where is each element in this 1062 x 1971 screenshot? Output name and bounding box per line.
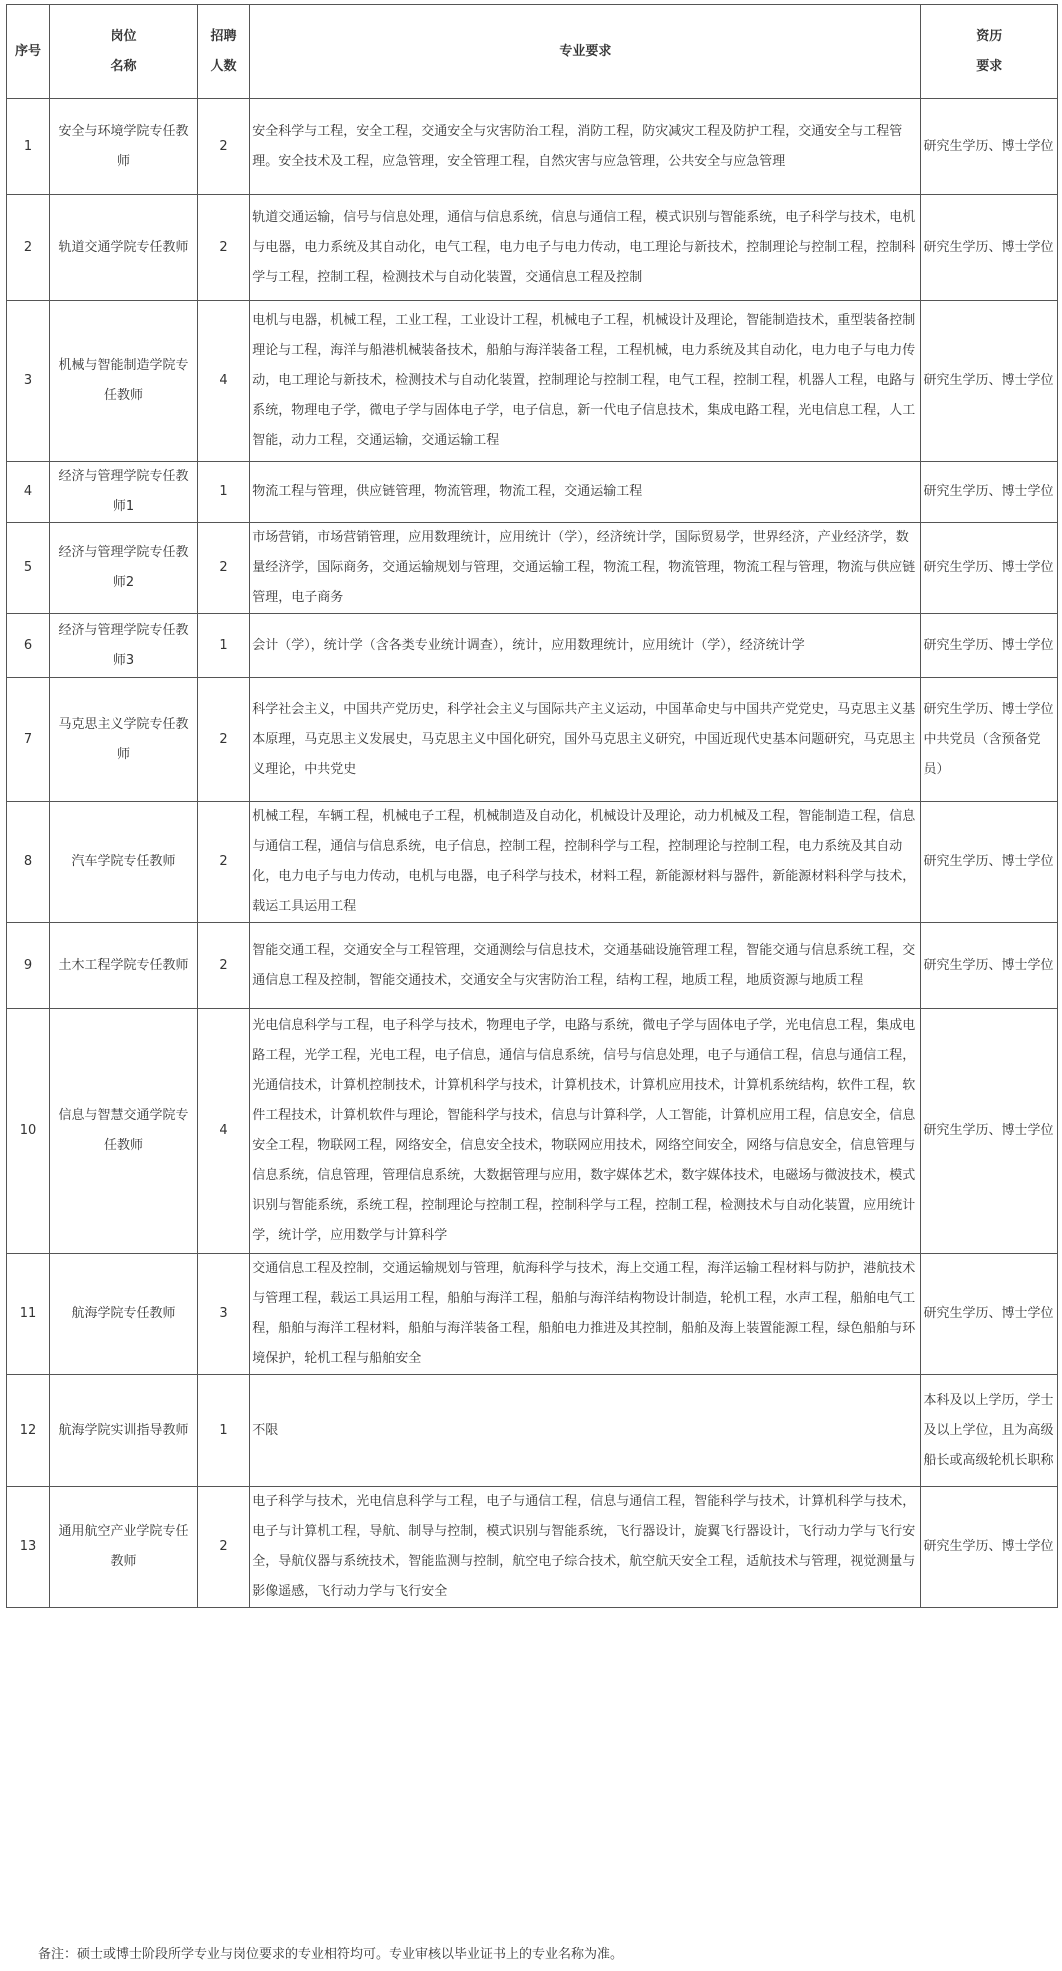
row-count: 2 <box>197 1487 249 1608</box>
row-edu: 研究生学历、博士学位 <box>921 1254 1058 1375</box>
row-major: 会计（学），统计学（含各类专业统计调查），统计，应用数理统计，应用统计（学），经济统计学 <box>250 614 921 678</box>
row-edu: 研究生学历、博士学位 <box>921 99 1058 195</box>
row-edu: 研究生学历、博士学位 <box>921 1009 1058 1254</box>
row-count: 2 <box>197 523 249 614</box>
row-no: 6 <box>7 614 50 678</box>
header-edu-line2: 要求 <box>976 58 1003 74</box>
row-edu: 研究生学历、博士学位 <box>921 462 1058 523</box>
row-edu: 研究生学历、博士学位 <box>921 1487 1058 1608</box>
row-major: 机械工程，车辆工程，机械电子工程，机械制造及自动化，机械设计及理论，动力机械及工程，智能制造工程，信息与通信工程，通信与信息系统，电子信息，控制工程，控制科学与工程，控制理论与控制工程，电力系统及其自动化，电力电子与电力传动，电机与电器，电子科学与技术，材料工程，新能源材料与器件，新能源材料科学与技术，载运工具运用工程 <box>250 802 921 923</box>
row-no: 8 <box>7 802 50 923</box>
recruitment-table-wrapper <box>6 4 1058 1608</box>
table-row <box>7 1254 1058 1375</box>
row-edu-extra: 中共党员（含预备党员） <box>923 731 1041 777</box>
row-major: 智能交通工程，交通安全与工程管理，交通测绘与信息技术，交通基础设施管理工程，智能交通与信息系统工程，交通信息工程及控制，智能交通技术，交通安全与灾害防治工程，结构工程，地质工程，地质资源与地质工程 <box>250 923 921 1009</box>
row-no: 7 <box>7 678 50 802</box>
row-post: 航海学院实训指导教师 <box>50 1375 198 1487</box>
row-edu: 研究生学历、博士学位 <box>921 523 1058 614</box>
row-no: 13 <box>7 1487 50 1608</box>
header-count-line1: 招聘 <box>210 28 237 44</box>
row-edu: 研究生学历、博士学位 <box>921 923 1058 1009</box>
row-no: 9 <box>7 923 50 1009</box>
table-row <box>7 462 1058 523</box>
row-no: 11 <box>7 1254 50 1375</box>
table-row <box>7 99 1058 195</box>
table-row <box>7 301 1058 462</box>
header-edu-line1: 资历 <box>976 28 1003 44</box>
table-row <box>7 614 1058 678</box>
header-count-line2: 人数 <box>210 58 237 74</box>
row-count: 2 <box>197 923 249 1009</box>
row-no: 12 <box>7 1375 50 1487</box>
footnote: 备注：硕士或博士阶段所学专业与岗位要求的专业相符均可。专业审核以毕业证书上的专业名称为准。 <box>38 1947 624 1962</box>
row-major: 交通信息工程及控制，交通运输规划与管理，航海科学与技术，海上交通工程，海洋运输工程材料与防护，港航技术与管理工程，载运工具运用工程，船舶与海洋工程，船舶与海洋结构物设计制造，轮机工程，水声工程，船舶电气工程，船舶与海洋工程材料，船舶与海洋装备工程，船舶电力推进及其控制，船舶及海上装置能源工程，绿色船舶与环境保护，轮机工程与船舶安全 <box>250 1254 921 1375</box>
table-row <box>7 1009 1058 1254</box>
row-count: 2 <box>197 195 249 301</box>
row-post: 汽车学院专任教师 <box>50 802 198 923</box>
row-major: 物流工程与管理，供应链管理，物流管理，物流工程，交通运输工程 <box>250 462 921 523</box>
row-edu: 研究生学历、博士学位 <box>921 195 1058 301</box>
table-row <box>7 1487 1058 1608</box>
header-major: 专业要求 <box>250 5 921 99</box>
row-edu: 研究生学历、博士学位 <box>921 614 1058 678</box>
recruitment-table <box>6 4 1058 1608</box>
row-count: 4 <box>197 301 249 462</box>
header-no: 序号 <box>7 5 50 99</box>
row-post: 经济与管理学院专任教师2 <box>50 523 198 614</box>
row-no: 4 <box>7 462 50 523</box>
row-no: 1 <box>7 99 50 195</box>
header-count <box>197 5 249 99</box>
row-post: 经济与管理学院专任教师3 <box>50 614 198 678</box>
row-major: 电机与电器，机械工程，工业工程，工业设计工程，机械电子工程，机械设计及理论，智能制造技术，重型装备控制理论与工程，海洋与船港机械装备技术，船舶与海洋装备工程，工程机械，电力系统及其自动化，电力电子与电力传动，电工理论与新技术，检测技术与自动化装置，控制理论与控制工程，电气工程，控制工程，机器人工程，电路与系统，物理电子学，微电子学与固体电子学，电子信息，新一代电子信息技术，集成电路工程，光电信息工程，人工智能，动力工程，交通运输，交通运输工程 <box>250 301 921 462</box>
row-no: 5 <box>7 523 50 614</box>
row-major: 电子科学与技术，光电信息科学与工程，电子与通信工程，信息与通信工程，智能科学与技术，计算机科学与技术，电子与计算机工程，导航、制导与控制，模式识别与智能系统，飞行器设计，旋翼飞行器设计，飞行动力学与飞行安全，导航仪器与系统技术，智能监测与控制，航空电子综合技术，航空航天安全工程，适航技术与管理，视觉测量与影像遥感，飞行动力学与飞行安全 <box>250 1487 921 1608</box>
row-post: 安全与环境学院专任教师 <box>50 99 198 195</box>
table-row <box>7 195 1058 301</box>
row-edu: 研究生学历、博士学位 <box>921 301 1058 462</box>
header-post <box>50 5 198 99</box>
row-post: 经济与管理学院专任教师1 <box>50 462 198 523</box>
table-row <box>7 923 1058 1009</box>
row-count: 3 <box>197 1254 249 1375</box>
row-count: 1 <box>197 462 249 523</box>
row-post: 马克思主义学院专任教师 <box>50 678 198 802</box>
table-row <box>7 802 1058 923</box>
row-count: 2 <box>197 802 249 923</box>
table-row <box>7 523 1058 614</box>
row-edu: 本科及以上学历，学士及以上学位，且为高级船长或高级轮机长职称 <box>921 1375 1058 1487</box>
header-post-line1: 岗位 <box>110 28 137 44</box>
row-post: 土木工程学院专任教师 <box>50 923 198 1009</box>
row-post: 轨道交通学院专任教师 <box>50 195 198 301</box>
row-count: 2 <box>197 678 249 802</box>
header-edu <box>921 5 1058 99</box>
table-row <box>7 678 1058 802</box>
row-edu-main: 研究生学历、博士学位 <box>923 701 1054 717</box>
row-major: 科学社会主义，中国共产党历史，科学社会主义与国际共产主义运动，中国革命史与中国共产党党史，马克思主义基本原理，马克思主义发展史，马克思主义中国化研究，国外马克思主义研究，中国近现代史基本问题研究，马克思主义理论，中共党史 <box>250 678 921 802</box>
row-no: 2 <box>7 195 50 301</box>
row-edu <box>921 678 1058 802</box>
row-no: 3 <box>7 301 50 462</box>
row-count: 2 <box>197 99 249 195</box>
row-count: 4 <box>197 1009 249 1254</box>
header-post-line2: 名称 <box>110 58 137 74</box>
row-post: 信息与智慧交通学院专任教师 <box>50 1009 198 1254</box>
row-post: 通用航空产业学院专任教师 <box>50 1487 198 1608</box>
row-post: 机械与智能制造学院专任教师 <box>50 301 198 462</box>
row-count: 1 <box>197 1375 249 1487</box>
row-no: 10 <box>7 1009 50 1254</box>
row-post: 航海学院专任教师 <box>50 1254 198 1375</box>
row-major: 光电信息科学与工程，电子科学与技术，物理电子学，电路与系统，微电子学与固体电子学，光电信息工程，集成电路工程，光学工程，光电工程，电子信息，通信与信息系统，信号与信息处理，电子与通信工程，信息与通信工程，光通信技术，计算机控制技术，计算机科学与技术，计算机技术，计算机应用技术，计算机系统结构，软件工程，软件工程技术，计算机软件与理论，智能科学与技术，信息与计算科学，人工智能，计算机应用工程，信息安全，信息安全工程，物联网工程，网络安全，信息安全技术，物联网应用技术，网络空间安全，网络与信息安全，信息管理与信息系统，信息管理，管理信息系统，大数据管理与应用，数字媒体艺术，数字媒体技术，电磁场与微波技术，模式识别与智能系统，系统工程，控制理论与控制工程，控制科学与工程，控制工程，检测技术与自动化装置，应用统计学，统计学，应用数学与计算科学 <box>250 1009 921 1254</box>
row-major: 安全科学与工程，安全工程，交通安全与灾害防治工程，消防工程，防灾减灾工程及防护工程，交通安全与工程管理。安全技术及工程，应急管理，安全管理工程，自然灾害与应急管理，公共安全与应急管理 <box>250 99 921 195</box>
row-major: 轨道交通运输，信号与信息处理，通信与信息系统，信息与通信工程，模式识别与智能系统，电子科学与技术，电机与电器，电力系统及其自动化，电气工程，电力电子与电力传动，电工理论与新技术，控制理论与控制工程，控制科学与工程，控制工程，检测技术与自动化装置，交通信息工程及控制 <box>250 195 921 301</box>
row-edu: 研究生学历、博士学位 <box>921 802 1058 923</box>
row-major: 不限 <box>250 1375 921 1487</box>
table-header-row <box>7 5 1058 99</box>
row-major: 市场营销，市场营销管理，应用数理统计，应用统计（学），经济统计学，国际贸易学，世界经济，产业经济学，数量经济学，国际商务，交通运输规划与管理，交通运输工程，物流工程，物流管理，物流工程与管理，物流与供应链管理，电子商务 <box>250 523 921 614</box>
row-count: 1 <box>197 614 249 678</box>
table-row <box>7 1375 1058 1487</box>
